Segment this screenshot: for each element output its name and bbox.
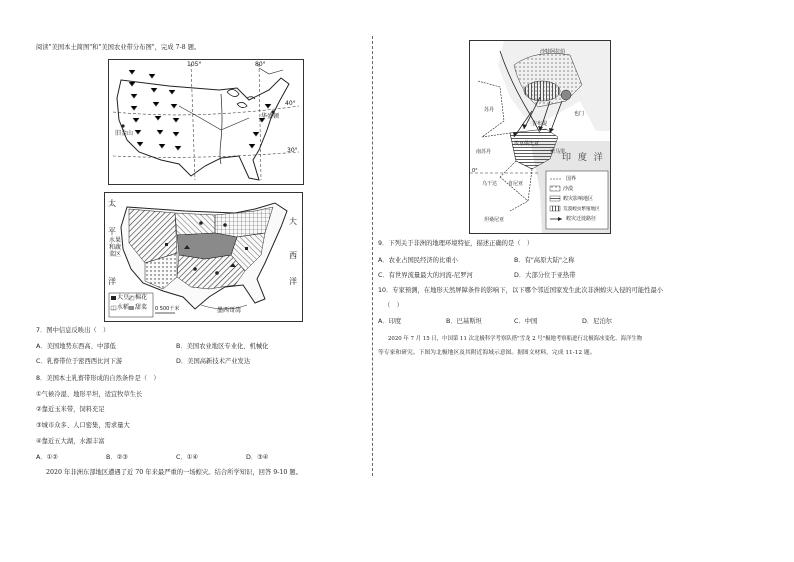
us-agriculture-map — [104, 192, 303, 322]
q8-option-c[interactable]: C．①④ — [176, 454, 198, 461]
column-divider — [372, 36, 373, 476]
legend-breeding-area: 荒漠蝗虫繁殖地区 — [563, 207, 600, 212]
gulf-of-mexico-label: 墨西哥湾 — [217, 307, 242, 314]
legend-desert: 沙漠 — [563, 186, 574, 192]
q10-answer-bracket: （ ） — [384, 302, 403, 309]
q8-option-a[interactable]: A．①② — [36, 454, 58, 461]
q7-stem: 7．图中信息反映出（ ） — [36, 327, 110, 334]
atlantic-ocean-label-1: 大 — [289, 217, 297, 226]
label-ethiopia: 埃塞俄比亚 — [514, 141, 540, 147]
us-outline-map-drawing — [109, 60, 303, 184]
pacific-ocean-label-2: 平 — [108, 227, 116, 236]
east-africa-locust-map-drawing — [470, 41, 610, 233]
passage-11-12-line-1: 2020 年 7 月 15 日，中国第 11 次北极科学考察队搭"雪龙 2 号"极地考察船进行北极海冰变化、海洋生物 — [388, 336, 643, 342]
q10-option-a[interactable]: A．印度 — [378, 318, 402, 325]
fruit-vegetable-region-label: 水果和蔬菜区 — [109, 237, 122, 258]
q9-option-d[interactable]: D．大部分位于亚热带 — [514, 272, 576, 279]
q10-option-d[interactable]: D．尼泊尔 — [582, 318, 613, 325]
scale-bar-label: 0 500千米 — [155, 306, 180, 312]
legend-affected-area: 蝗灾影响地区 — [563, 196, 594, 202]
legend-rice: 水稻 — [117, 304, 130, 311]
q9-option-a[interactable]: A．农业占国民经济的比重小 — [378, 257, 458, 264]
q9-option-b[interactable]: B．有"高原大陆"之称 — [514, 257, 575, 264]
latitude-30-label: 30° — [287, 147, 298, 154]
q10-option-c[interactable]: C．中国 — [514, 318, 538, 325]
q7-option-d[interactable]: D．美国高新技术产业发达 — [176, 358, 251, 365]
q9-option-c[interactable]: C．有世界流量最大的河流-尼罗河 — [378, 272, 473, 279]
passage-9-10: 2020 年非洲东部地区遭遇了近 70 年来最严重的一场蝗灾。结合所学知识，回答 9-10 题。 — [46, 469, 302, 476]
q8-option-b[interactable]: B．②③ — [106, 454, 128, 461]
longitude-80-label: 80° — [255, 61, 266, 68]
label-somalia: 索马里 — [550, 149, 566, 155]
equator-label: 0° — [472, 168, 478, 174]
latitude-40-label: 40° — [285, 100, 296, 107]
q7-option-c[interactable]: C．乳畜带位于密西西比河下游 — [36, 358, 123, 365]
label-tanzania: 坦桑尼亚 — [484, 217, 505, 223]
indian-ocean-label: 印 度 洋 — [562, 153, 605, 163]
q8-statement-3: ③城市众多、人口密集，需求量大 — [36, 422, 130, 429]
label-south-sudan: 南苏丹 — [476, 149, 492, 155]
legend-soybean: 大豆 — [117, 294, 130, 301]
legend-cotton: 棉花 — [135, 294, 148, 301]
q7-option-b[interactable]: B．美国农业地区专业化、机械化 — [176, 343, 269, 350]
label-uganda: 乌干达 — [482, 181, 498, 187]
label-yemen: 也门 — [574, 111, 585, 117]
pacific-ocean-label-3: 洋 — [108, 277, 116, 286]
q8-statement-2: ②靠近玉米带，饲料充足 — [36, 406, 105, 413]
city-label-washington: 华盛顿 — [261, 113, 280, 120]
q8-stem: 8．美国本土乳畜带形成的自然条件是（ ） — [36, 375, 160, 382]
city-label-san-francisco: 旧金山 — [115, 130, 134, 137]
us-agriculture-map-drawing — [105, 193, 302, 321]
pacific-ocean-label-1: 太 — [108, 199, 116, 208]
q9-stem: 9．下列关于非洲的地理环境特征，描述正确的是（ ） — [378, 240, 534, 247]
label-saudi-arabia: 沙特阿拉伯 — [540, 49, 566, 55]
intro-text: 阅读"美国本土简图"和"美国农业带分布图"，完成 7-8 题。 — [36, 44, 201, 51]
atlantic-ocean-label-2: 西 — [289, 251, 297, 260]
q7-option-a[interactable]: A．美国地势东西高、中部低 — [36, 343, 116, 350]
passage-11-12-line-2: 等专家和研究。下图为北极地区及其附近海域示意图。据图文材料，完成 11-12 题。 — [378, 350, 596, 356]
label-sudan: 苏丹 — [484, 107, 495, 113]
legend-border: 国界 — [566, 176, 577, 182]
longitude-105-label: 105° — [187, 61, 202, 68]
label-djibouti: 吉布提 — [532, 121, 548, 127]
q10-option-b[interactable]: B．巴基斯坦 — [446, 318, 482, 325]
q8-statement-1: ①气候冷湿、地形平坦，适宜牧草生长 — [36, 391, 143, 398]
q8-statement-4: ④靠近五大湖，水源丰富 — [36, 438, 105, 445]
label-kenya: 肯尼亚 — [508, 181, 524, 187]
q8-option-d[interactable]: D．③④ — [246, 454, 269, 461]
legend-migration-path: 蝗灾迁徙路径 — [566, 216, 597, 222]
us-outline-map — [108, 59, 304, 185]
east-africa-locust-map — [469, 40, 611, 234]
q10-stem: 10．专家预测，在地形天然屏障条件的影响下，以下哪个邻近国家发生此次非洲蝗灾入侵的可能性最小 — [378, 287, 664, 294]
atlantic-ocean-label-3: 洋 — [289, 277, 297, 286]
legend-sugar-beet: 甜菜 — [135, 304, 148, 311]
